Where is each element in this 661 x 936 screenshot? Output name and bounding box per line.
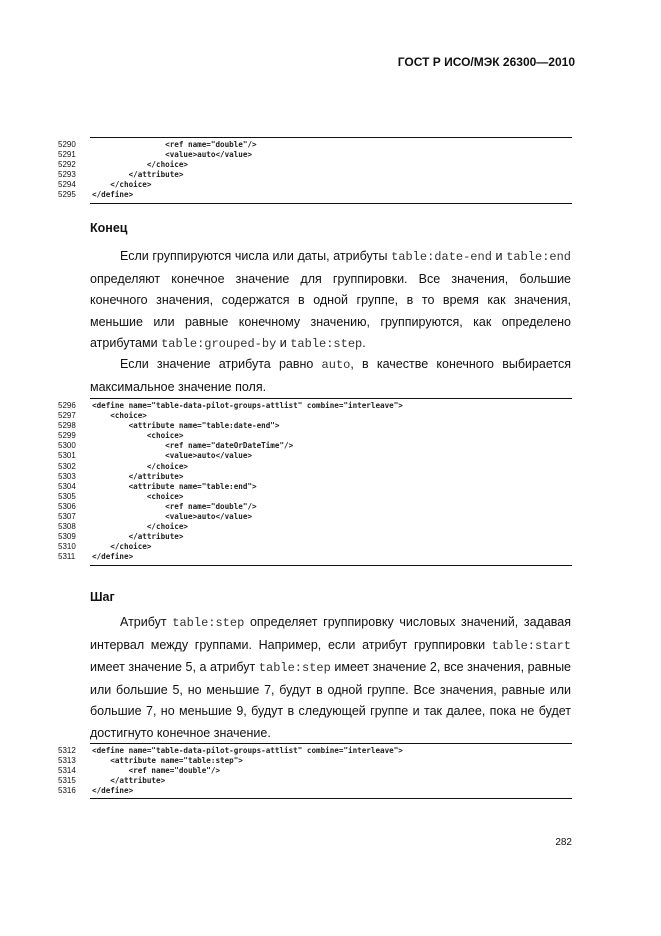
- code-text: <choice>: [92, 491, 184, 501]
- code-block-2: [58, 398, 572, 566]
- line-number: 5310: [58, 542, 76, 552]
- code-text: <choice>: [92, 431, 184, 441]
- code-line: [58, 746, 572, 756]
- code-text: </choice>: [92, 542, 152, 552]
- line-number: 5314: [58, 766, 76, 776]
- code-line: [58, 482, 572, 492]
- section-heading-step: Шаг: [90, 590, 115, 604]
- code-text: <value>auto</value>: [92, 512, 253, 522]
- page-number: 282: [555, 837, 572, 848]
- code-text: </choice>: [92, 160, 189, 170]
- line-number: 5309: [58, 532, 76, 542]
- code-text: <choice>: [92, 411, 147, 421]
- line-number: 5304: [58, 481, 76, 491]
- code-text: </choice>: [92, 461, 189, 471]
- document-header: ГОСТ Р ИСО/МЭК 26300—2010: [397, 55, 575, 69]
- code-line: [58, 150, 572, 160]
- code-text: </define>: [92, 190, 134, 200]
- line-number: 5301: [58, 451, 76, 461]
- code-text: </choice>: [92, 180, 152, 190]
- code-line: [58, 532, 572, 542]
- line-number: 5298: [58, 421, 76, 431]
- code-text: </attribute>: [92, 532, 184, 542]
- code-bottom-rule: [90, 798, 572, 799]
- paragraph-end-description: Если группируются числа или даты, атрибуты table:date-end и table:end определяют конечное значение для группировки. Все значения, большие конечного значения, содержатся в одной группе, в то время как значения, меньшие или равные конечному значению, группируются, как определено атрибутами table:grouped-by и table:step.: [90, 249, 571, 351]
- code-line: [58, 170, 572, 180]
- code-text: <ref name="dateOrDateTime"/>: [92, 441, 294, 451]
- code-line: [58, 140, 572, 150]
- code-line: [58, 190, 572, 200]
- code-text: <value>auto</value>: [92, 451, 253, 461]
- line-number: 5311: [58, 552, 76, 562]
- code-line: [58, 462, 572, 472]
- line-number: 5297: [58, 411, 76, 421]
- paragraph-end-auto: Если значение атрибута равно auto, в качестве конечного выбирается максимальное значение поля.: [90, 357, 571, 394]
- code-line: [58, 411, 572, 421]
- code-text: <define name="table-data-pilot-groups-attlist" combine="interleave">: [92, 746, 403, 755]
- line-number: 5294: [58, 180, 76, 190]
- line-number: 5296: [58, 401, 76, 410]
- code-bottom-rule: [90, 203, 572, 204]
- line-number: 5315: [58, 776, 76, 786]
- code-line: [58, 180, 572, 190]
- code-line: [58, 766, 572, 776]
- code-line: [58, 472, 572, 482]
- code-text: <ref name="double"/>: [92, 766, 221, 776]
- code-text: </attribute>: [92, 776, 166, 786]
- line-number: 5300: [58, 441, 76, 451]
- line-number: 5307: [58, 512, 76, 522]
- code-line: [58, 441, 572, 451]
- line-number: 5306: [58, 501, 76, 511]
- line-number: 5302: [58, 461, 76, 471]
- code-text: <value>auto</value>: [92, 150, 253, 160]
- line-number: 5303: [58, 471, 76, 481]
- code-text: </attribute>: [92, 471, 184, 481]
- line-number: 5312: [58, 746, 76, 755]
- code-line: [58, 512, 572, 522]
- code-line: [58, 776, 572, 786]
- code-line: [58, 542, 572, 552]
- code-text: </choice>: [92, 522, 189, 532]
- code-line: [58, 492, 572, 502]
- code-text: <ref name="double"/>: [92, 140, 257, 149]
- code-line: [58, 401, 572, 411]
- code-line: [58, 552, 572, 562]
- code-text: </define>: [92, 552, 134, 562]
- line-number: 5290: [58, 140, 76, 149]
- line-number: 5292: [58, 160, 76, 170]
- code-line: [58, 431, 572, 441]
- line-number: 5299: [58, 431, 76, 441]
- code-block-1: [58, 137, 572, 204]
- code-line: [58, 522, 572, 532]
- code-text: </define>: [92, 786, 134, 796]
- code-line: [58, 756, 572, 766]
- code-line: [58, 421, 572, 431]
- section-heading-end: Конец: [90, 221, 128, 235]
- paragraph-step-description: Атрибут table:step определяет группировку числовых значений, задавая интервал между группами. Например, если атрибут группировки table:start имеет значение 5, а атрибут table:step имеет значение 2, все значения, равные или большие 5, но меньшие 7, будут в одной группе. Все значения, равные или большие 7, но меньшие 9, будут в следующей группе и так далее, пока не будет достигнуто конечное значение.: [90, 615, 572, 740]
- line-number: 5308: [58, 522, 76, 532]
- code-line: [58, 786, 572, 796]
- code-line: [58, 502, 572, 512]
- line-number: 5305: [58, 491, 76, 501]
- line-number: 5291: [58, 150, 76, 160]
- line-number: 5316: [58, 786, 76, 796]
- code-bottom-rule: [90, 565, 572, 566]
- code-text: <attribute name="table:date-end">: [92, 421, 280, 431]
- line-number: 5293: [58, 170, 76, 180]
- code-text: <attribute name="table:end">: [92, 481, 257, 491]
- code-text: <define name="table-data-pilot-groups-attlist" combine="interleave">: [92, 401, 403, 410]
- code-text: <ref name="double"/>: [92, 501, 257, 511]
- code-text: <attribute name="table:step">: [92, 756, 243, 766]
- line-number: 5295: [58, 190, 76, 200]
- code-line: [58, 451, 572, 461]
- code-block-3: [58, 743, 572, 799]
- line-number: 5313: [58, 756, 76, 766]
- code-text: </attribute>: [92, 170, 184, 180]
- code-line: [58, 160, 572, 170]
